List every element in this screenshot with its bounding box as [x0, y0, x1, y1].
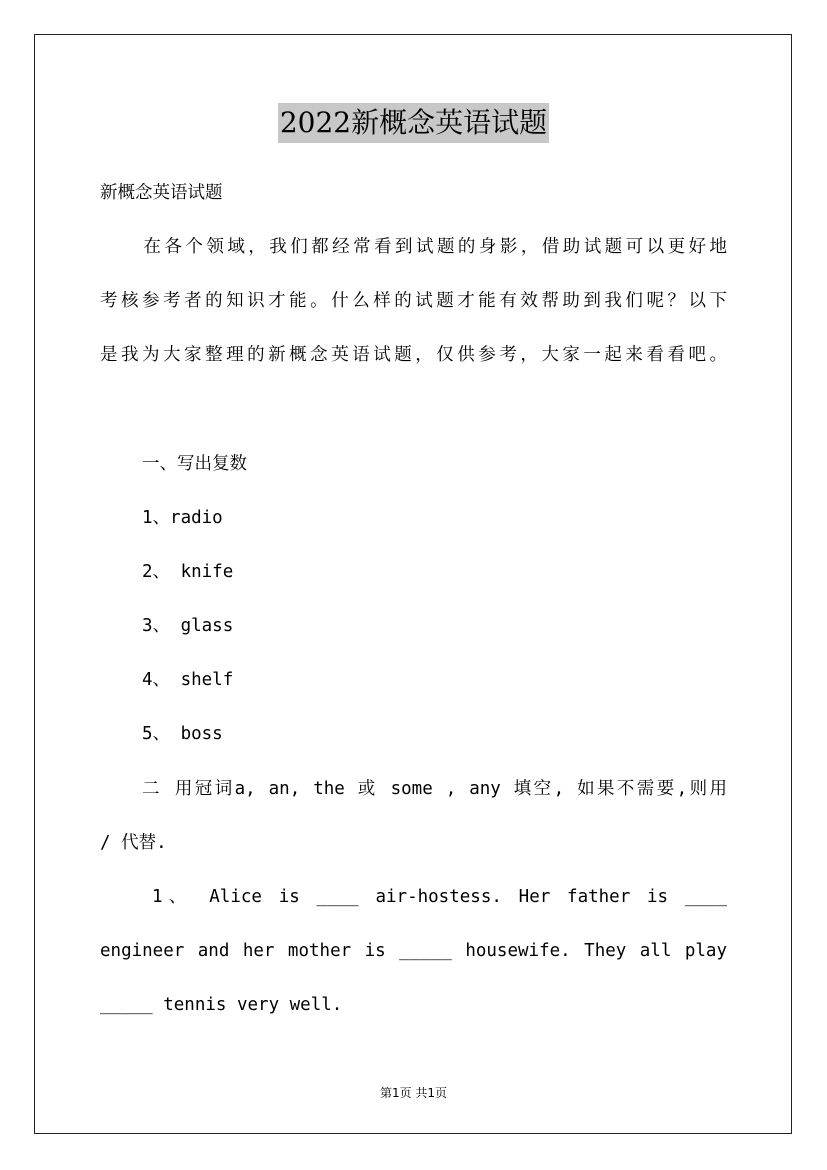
exercise1-line-2: engineer and her mother is _____ housewife. They all play [100, 941, 727, 961]
document-title: 2022新概念英语试题 [278, 103, 549, 143]
list-item: 5、 boss [142, 724, 223, 744]
page-footer: 第1页 共1页 [379, 1086, 448, 1100]
document-subtitle: 新概念英语试题 [100, 183, 223, 203]
intro-line-2: 考核参考者的知识才能。什么样的试题才能有效帮助到我们呢？以下 [100, 291, 727, 311]
exercise1-line-1: 1、 Alice is ____ air-hostess. Her father is ____ [152, 887, 727, 907]
intro-line-3: 是我为大家整理的新概念英语试题，仅供参考，大家一起来看看吧。 [100, 345, 727, 365]
intro-line-1-text: 在各个领域，我们都经常看到试题的身影，借助试题可以更好地 [140, 237, 727, 257]
section1-heading: 一、写出复数 [142, 454, 247, 474]
intro-line-1 [100, 235, 727, 259]
section2-heading-line-2: / 代替. [100, 833, 167, 853]
list-item: 3、 glass [142, 616, 234, 636]
exercise1-line-3: _____ tennis very well. [100, 995, 343, 1015]
list-item: 2、 knife [142, 562, 234, 582]
list-item: 1、radio [142, 508, 223, 528]
section2-heading-line-1: 二 用冠词a, an, the 或 some , any 填空, 如果不需要,则用 [142, 779, 727, 799]
title-container [0, 103, 827, 143]
list-item: 4、 shelf [142, 670, 234, 690]
